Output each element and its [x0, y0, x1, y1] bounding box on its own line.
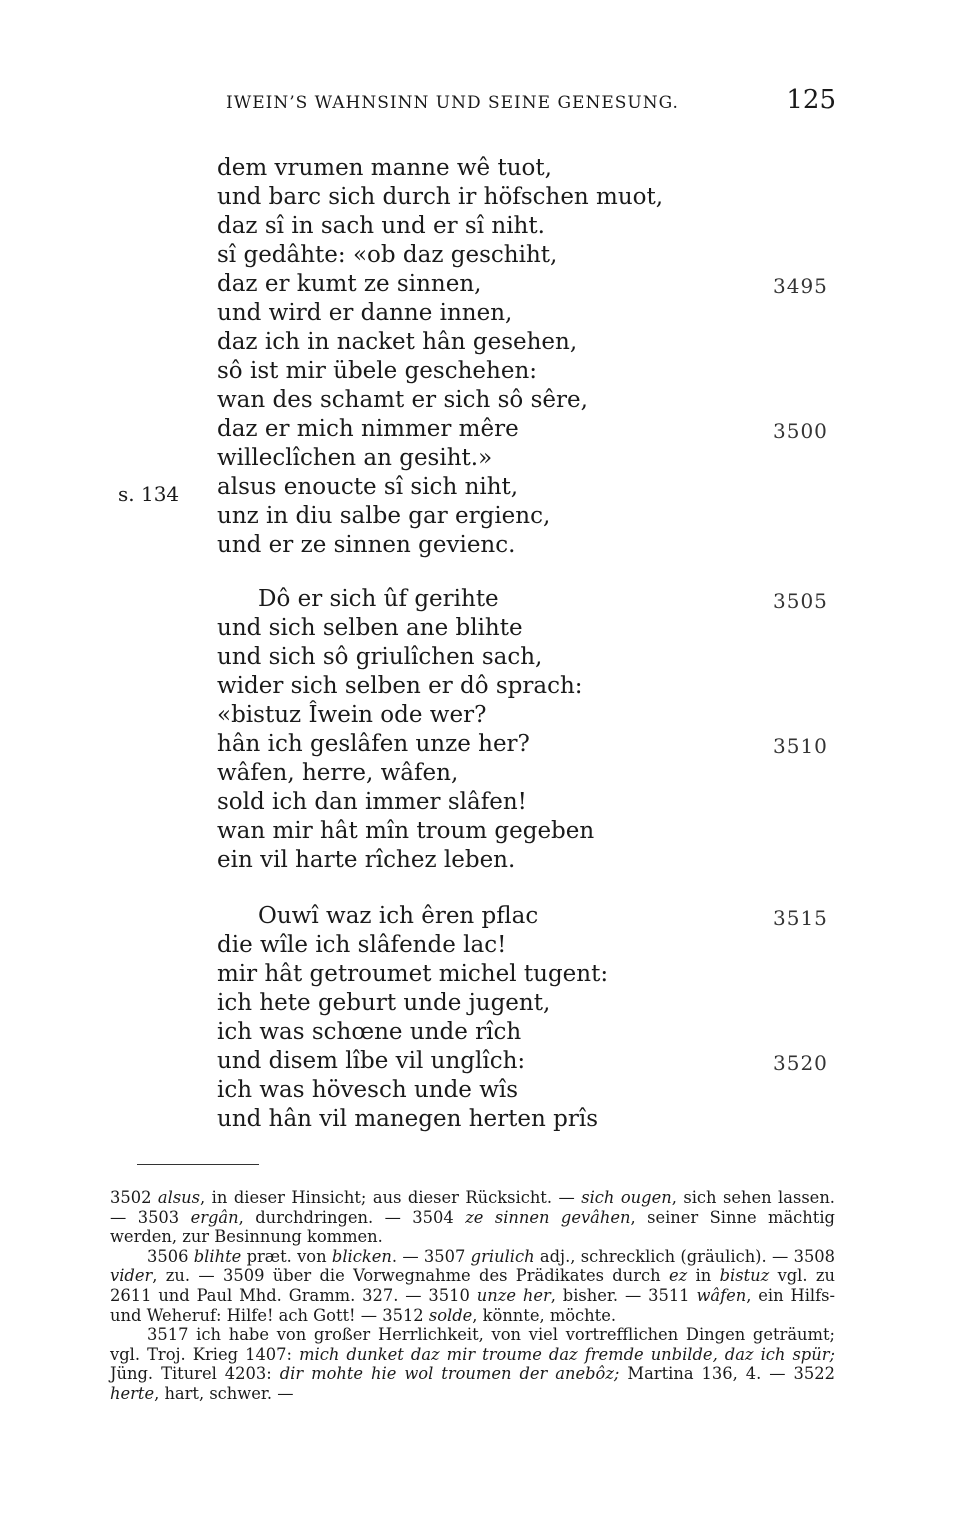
verse-line: daz er kumt ze sinnen, [217, 271, 482, 297]
line-number: 3495 [773, 274, 828, 298]
footnote-separator [137, 1164, 259, 1165]
footnotes [110, 1188, 835, 1404]
verse-line: sô ist mir übele geschehen: [217, 358, 538, 384]
verse-line: willeclîchen an gesiht.» [217, 445, 493, 471]
verse-line: sî gedâhte: «ob daz geschiht, [217, 242, 558, 268]
verse-line: daz sî in sach und er sî niht. [217, 213, 545, 239]
verse-line: die wîle ich slâfende lac! [217, 932, 507, 958]
footnote-paragraph: 3517 ich habe von großer Herrlichkeit, von viel vortrefflichen Dingen geträumt; vgl. Troj. Krieg 1407: mich dunket daz mir troume daz fremde unbilde, daz ich spür; Jüng. Titurel 4203: dir mohte hie wol troumen der anebôz; Martina 136, 4. — 3522 herte, hart, schwer. — [110, 1325, 835, 1403]
footnote-paragraph: 3506 blihte præt. von blicken. — 3507 griulich adj., schrecklich (gräulich). — 3508 vider, zu. — 3509 über die Vorwegnahme des Prädikates durch ez in bistuz vgl. zu 2611 und Paul Mhd. Gramm. 327. — 3510 unze her, bisher. — 3511 wâfen, ein Hilfs- und Weheruf: Hilfe! ach Gott! — 3512 solde, könnte, möchte. [110, 1246, 836, 1325]
verse-line: daz ich in nacket hân gesehen, [217, 329, 578, 355]
verse-line: ich was schœne unde rîch [217, 1019, 522, 1045]
verse-line: dem vrumen manne wê tuot, [217, 155, 552, 181]
source-page-reference: s. 134 [118, 482, 180, 506]
footnote-paragraph: 3502 alsus, in dieser Hinsicht; aus dieser Rücksicht. — sich ougen, sich sehen lassen. — 3503 ergân, durchdringen. — 3504 ze sinnen gevâhen, seiner Sinne mächtig werden, zur Besinnung kommen. [110, 1188, 835, 1247]
verse-line: ein vil harte rîchez leben. [217, 847, 516, 873]
verse-line: alsus enoucte sî sich niht, [217, 474, 519, 500]
verse-line: und barc sich durch ir höfschen muot, [217, 184, 664, 210]
verse-line: unz in diu salbe gar ergienc, [217, 503, 551, 529]
verse-line: ich hete geburt unde jugent, [217, 990, 551, 1016]
verse-line: wan des schamt er sich sô sêre, [217, 387, 588, 413]
line-number: 3505 [773, 589, 828, 613]
verse-line: und sich sô griulîchen sach, [217, 644, 543, 670]
line-number: 3520 [773, 1051, 828, 1075]
verse-line: und er ze sinnen gevienc. [217, 532, 516, 558]
line-number: 3500 [773, 419, 828, 443]
verse-line: ich was hövesch unde wîs [217, 1077, 519, 1103]
verse-line: sold ich dan immer slâfen! [217, 789, 527, 815]
verse-line: hân ich geslâfen unze her? [217, 731, 530, 757]
verse-line: wider sich selben er dô sprach: [217, 673, 583, 699]
verse-line: Dô er sich ûf gerihte [258, 586, 499, 612]
verse-line: mir hât getroumet michel tugent: [217, 961, 609, 987]
verse-line: daz er mich nimmer mêre [217, 416, 519, 442]
verse-line: Ouwî waz ich êren pflac [258, 903, 539, 929]
verse-line: und wird er danne innen, [217, 300, 513, 326]
line-number: 3510 [773, 734, 828, 758]
page-number: 125 [786, 85, 836, 115]
verse-line: «bistuz Îwein ode wer? [217, 702, 487, 728]
running-title: IWEIN’S WAHNSINN UND SEINE GENESUNG. [226, 93, 679, 113]
verse-line: und sich selben ane blihte [217, 615, 523, 641]
verse-line: wâfen, herre, wâfen, [217, 760, 459, 786]
line-number: 3515 [773, 906, 828, 930]
running-header [226, 85, 836, 115]
verse-line: und hân vil manegen herten prîs [217, 1106, 599, 1132]
verse-line: und disem lîbe vil unglîch: [217, 1048, 526, 1074]
verse-line: wan mir hât mîn troum gegeben [217, 818, 595, 844]
